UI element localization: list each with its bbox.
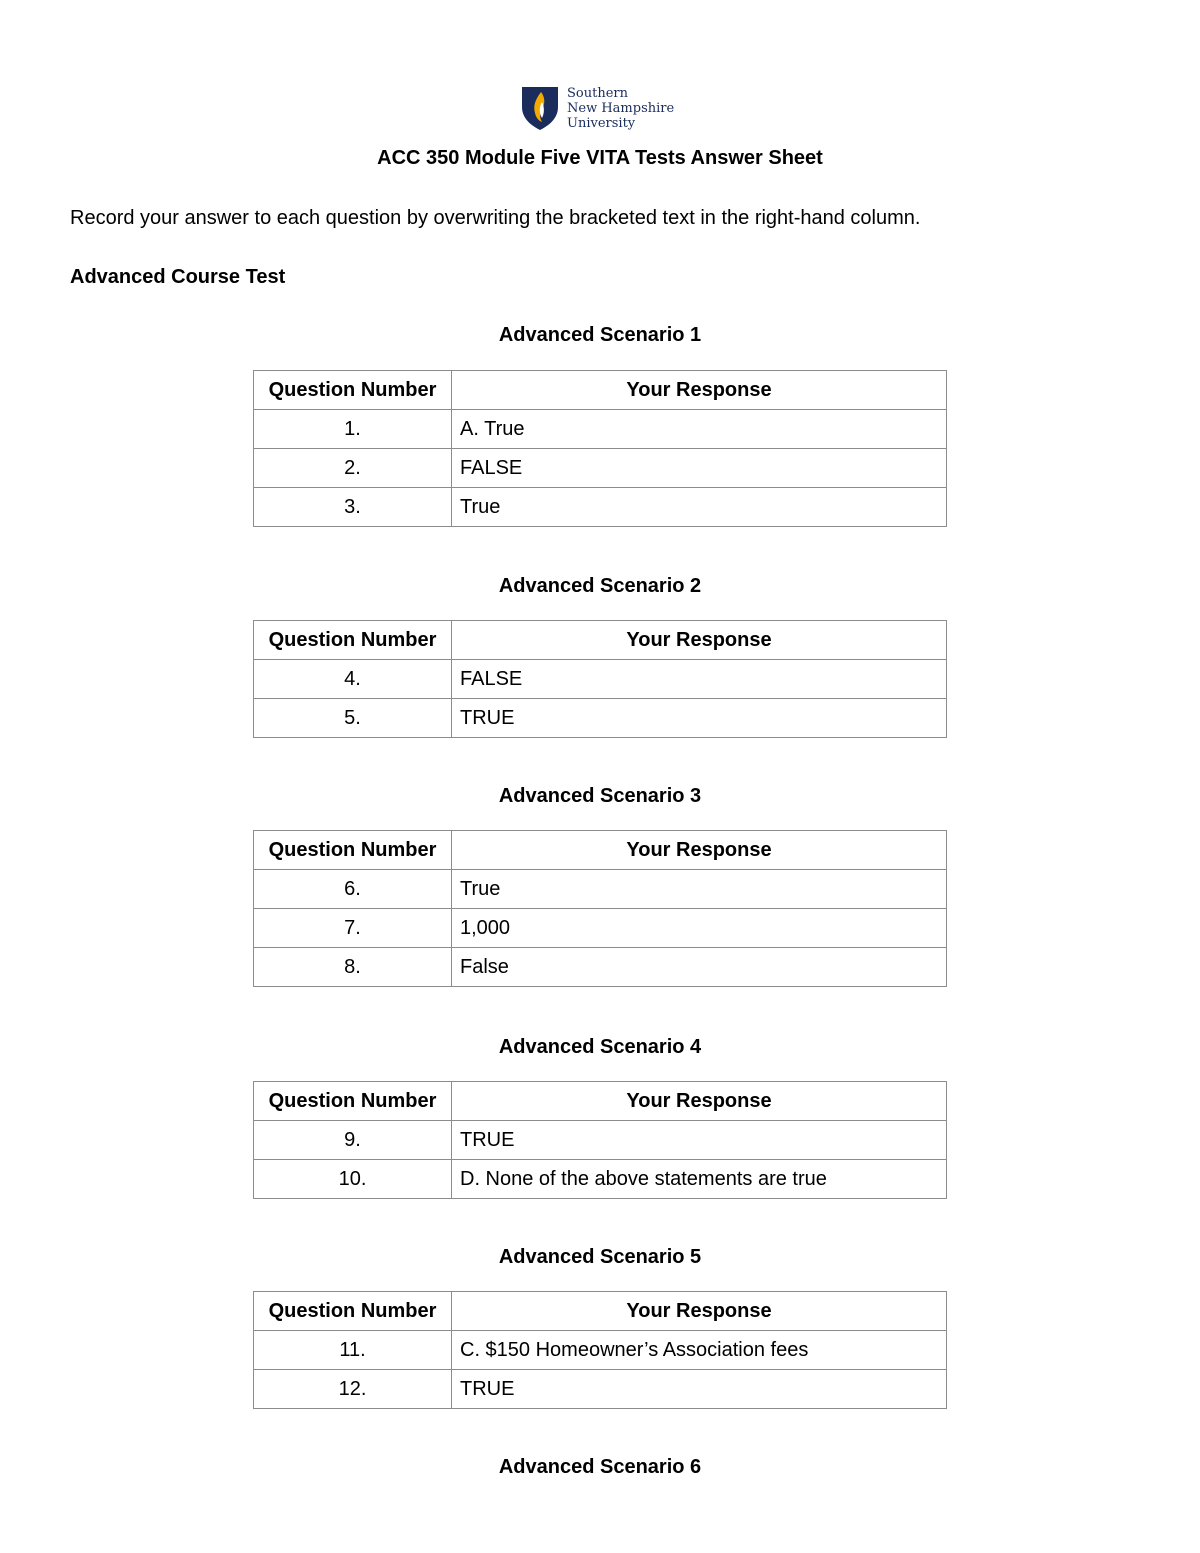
scenario-5-title: Advanced Scenario 5 — [498, 1246, 702, 1268]
question-number: 8. — [254, 948, 452, 987]
table-row — [254, 1370, 947, 1409]
question-number-header: Question Number — [254, 1292, 452, 1331]
question-number: 2. — [254, 449, 452, 488]
response-cell[interactable]: False — [452, 948, 947, 987]
response-cell[interactable]: True — [452, 488, 947, 527]
question-number: 3. — [254, 488, 452, 527]
logo-line-3: University — [567, 115, 636, 131]
table-row — [254, 1121, 947, 1160]
scenario-5-table — [253, 1291, 947, 1409]
response-cell[interactable]: A. True — [452, 410, 947, 449]
logo-wordmark — [567, 86, 674, 131]
question-number: 5. — [254, 699, 452, 738]
table-header-row — [254, 1082, 947, 1121]
response-cell[interactable]: TRUE — [452, 699, 947, 738]
scenario-3-title: Advanced Scenario 3 — [498, 785, 702, 807]
response-cell[interactable]: TRUE — [452, 1370, 947, 1409]
shield-flame-icon — [521, 85, 559, 131]
question-number: 10. — [254, 1160, 452, 1199]
table-row — [254, 870, 947, 909]
scenario-4-table — [253, 1081, 947, 1199]
table-header-row — [254, 831, 947, 870]
table-row — [254, 449, 947, 488]
question-number: 4. — [254, 660, 452, 699]
question-number: 6. — [254, 870, 452, 909]
table-row — [254, 948, 947, 987]
table-row — [254, 699, 947, 738]
scenario-2-table — [253, 620, 947, 738]
question-number: 7. — [254, 909, 452, 948]
snhu-logo — [521, 85, 674, 131]
table-header-row — [254, 621, 947, 660]
table-row — [254, 410, 947, 449]
question-number-header: Question Number — [254, 831, 452, 870]
table-row — [254, 1160, 947, 1199]
table-row — [254, 909, 947, 948]
response-cell[interactable]: C. $150 Homeowner’s Association fees — [452, 1331, 947, 1370]
response-cell[interactable]: FALSE — [452, 449, 947, 488]
logo-line-2: New Hampshire — [567, 100, 675, 116]
your-response-header: Your Response — [452, 831, 947, 870]
response-cell[interactable]: D. None of the above statements are true — [452, 1160, 947, 1199]
table-row — [254, 1331, 947, 1370]
scenario-1-title: Advanced Scenario 1 — [498, 324, 702, 346]
instructions-text: Record your answer to each question by overwriting the bracketed text in the right-hand column. — [70, 207, 921, 229]
response-cell[interactable]: True — [452, 870, 947, 909]
response-cell[interactable]: FALSE — [452, 660, 947, 699]
table-row — [254, 660, 947, 699]
table-header-row — [254, 1292, 947, 1331]
logo-line-1: Southern — [567, 85, 628, 101]
question-number-header: Question Number — [254, 621, 452, 660]
question-number: 12. — [254, 1370, 452, 1409]
your-response-header: Your Response — [452, 1082, 947, 1121]
question-number: 11. — [254, 1331, 452, 1370]
table-header-row — [254, 371, 947, 410]
document-title: ACC 350 Module Five VITA Tests Answer Sheet — [377, 147, 823, 169]
table-row — [254, 488, 947, 527]
section-heading: Advanced Course Test — [70, 266, 286, 288]
question-number-header: Question Number — [254, 1082, 452, 1121]
scenario-6-title: Advanced Scenario 6 — [498, 1456, 702, 1478]
question-number-header: Question Number — [254, 371, 452, 410]
question-number: 1. — [254, 410, 452, 449]
question-number: 9. — [254, 1121, 452, 1160]
response-cell[interactable]: TRUE — [452, 1121, 947, 1160]
scenario-4-title: Advanced Scenario 4 — [498, 1036, 702, 1058]
your-response-header: Your Response — [452, 621, 947, 660]
response-cell[interactable]: 1,000 — [452, 909, 947, 948]
your-response-header: Your Response — [452, 371, 947, 410]
your-response-header: Your Response — [452, 1292, 947, 1331]
scenario-1-table — [253, 370, 947, 527]
scenario-3-table — [253, 830, 947, 987]
scenario-2-title: Advanced Scenario 2 — [498, 575, 702, 597]
